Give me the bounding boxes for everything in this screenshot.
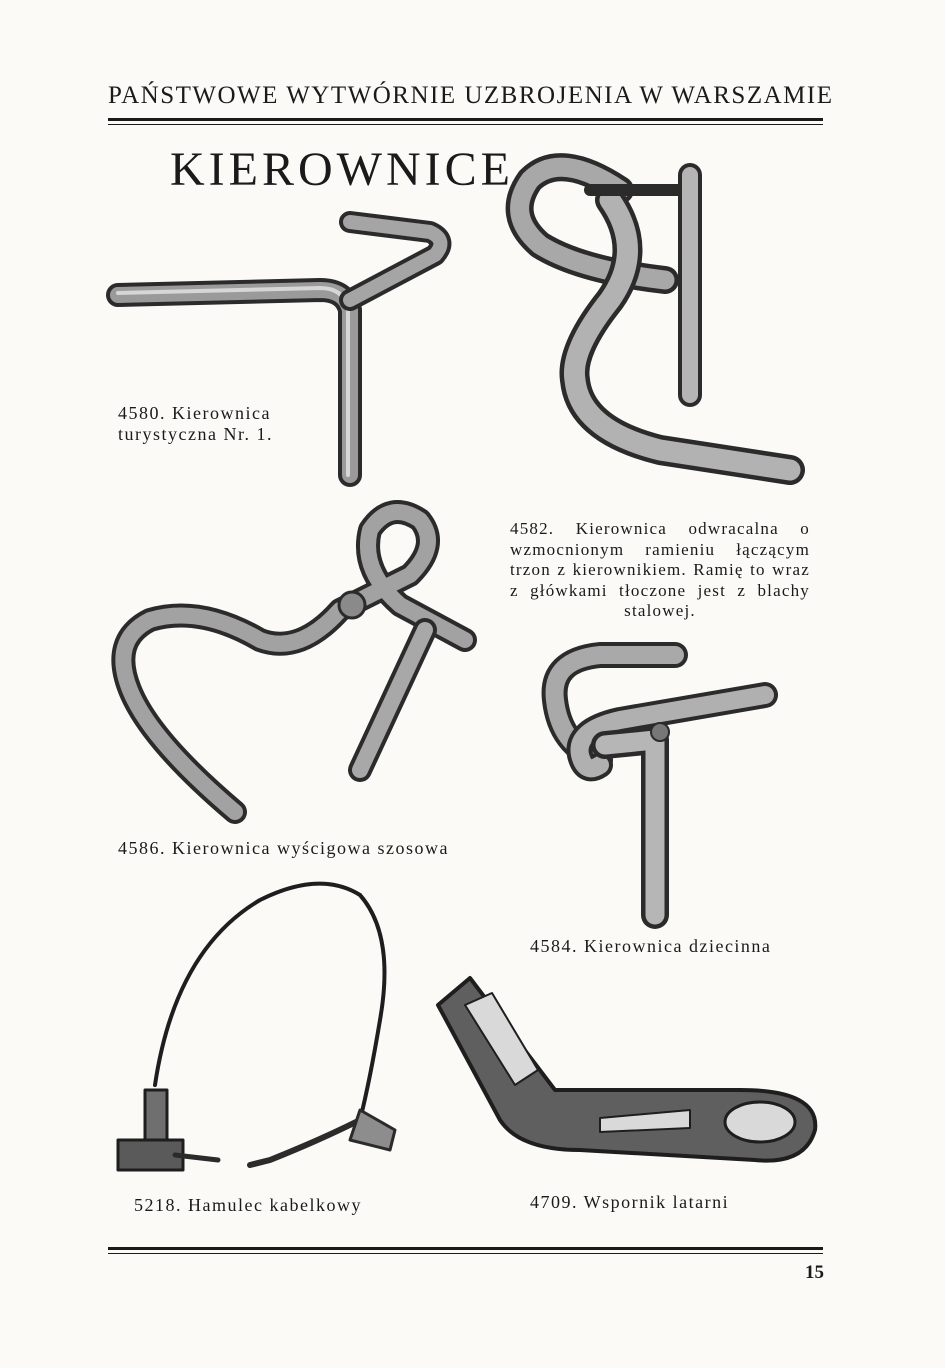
racing-handlebar-illustration — [123, 512, 465, 812]
page-title: KIEROWNICE — [170, 143, 514, 196]
page-header: PAŃSTWOWE WYTWÓRNIE UZBROJENIA W WARSZAMIE — [108, 82, 834, 109]
child-handlebar-illustration — [555, 655, 765, 915]
caption-4709: 4709. Wspornik latarni — [530, 1192, 730, 1212]
caption-4582: 4582. Kierownica odwracalna o wzmocnionym ramieniu łączącym trzon z kierownikiem. Ramię to wraz z główkami tłoczone jest z blachy stalowej. — [510, 519, 810, 620]
lamp-bracket-illustration — [438, 978, 815, 1161]
caption-5218: 5218. Hamulec kabelkowy — [134, 1195, 362, 1215]
footer-rule — [108, 1247, 823, 1250]
caption-4586: 4586. Kierownica wyścigowa szosowa — [118, 838, 449, 858]
footer-rule-thin — [108, 1253, 823, 1254]
page-number: 15 — [805, 1262, 824, 1283]
caption-4580-line2: turystyczna Nr. 1. — [118, 424, 273, 444]
cable-brake-illustration — [118, 884, 395, 1170]
reversible-handlebar-illustration — [520, 167, 790, 470]
caption-4580-line1: 4580. Kierownica — [118, 403, 271, 423]
caption-4584: 4584. Kierownica dziecinna — [530, 936, 772, 956]
